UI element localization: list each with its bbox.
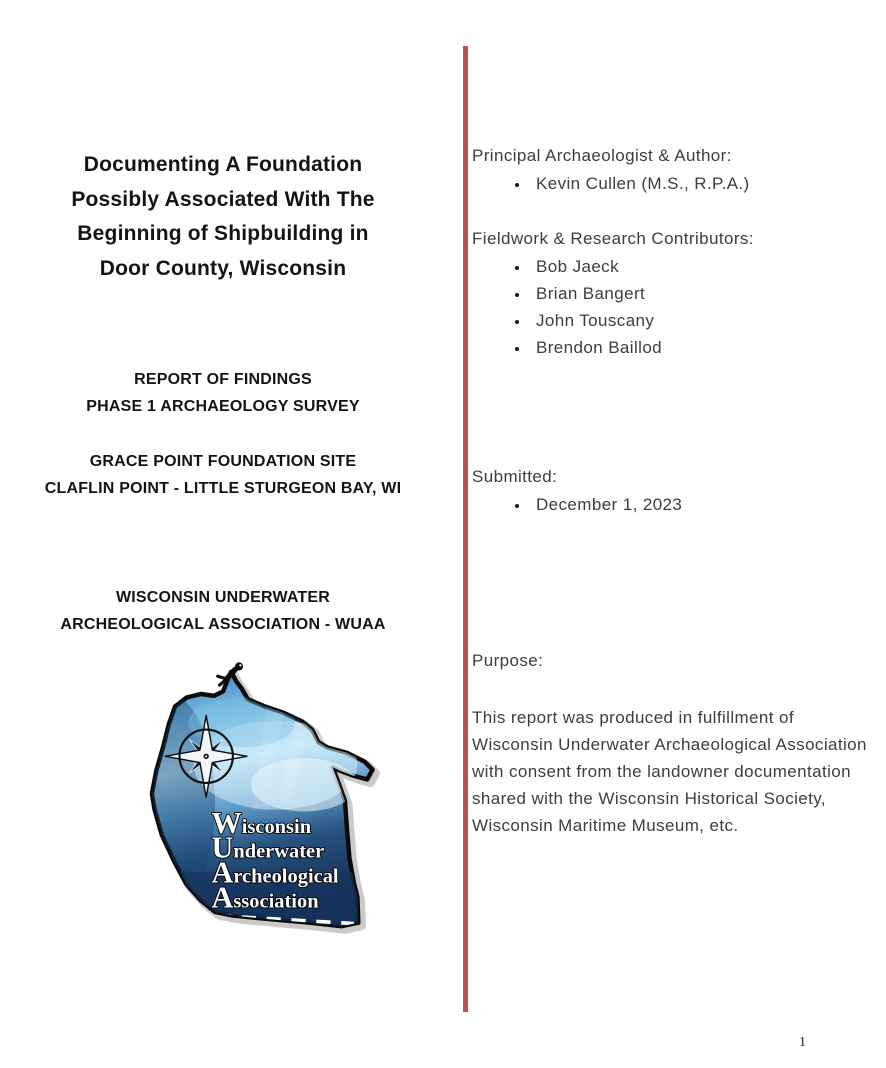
report-title-line: Possibly Associated With The [71,187,375,211]
list-item: • Brendon Baillod [530,334,886,361]
author-heading: Principal Archaeologist & Author: [472,146,732,165]
logo-text-line: Association [211,880,319,915]
list-item: • December 1, 2023 [530,491,886,518]
title-column [20,0,426,1068]
report-title [20,148,426,286]
org-name-line: WISCONSIN UNDERWATER [115,589,331,606]
list-item: • Brian Bangert [530,280,886,307]
site-location-line: CLAFLIN POINT - LITTLE STURGEON BAY, WI [44,480,402,497]
page-number: 1 [799,1035,806,1050]
report-title-line: Beginning of Shipbuilding in [77,222,369,245]
submitted-heading: Submitted: [472,467,558,486]
logo-text-line: Underwater [211,830,325,865]
site-name-line: GRACE POINT FOUNDATION SITE [89,453,357,470]
submitted-list [472,491,886,518]
contributors-heading: Fieldwork & Research Contributors: [472,229,754,248]
report-title-line: Door County, Wisconsin [99,256,347,280]
contributors-list [472,253,886,361]
list-item: • John Touscany [530,307,886,334]
purpose-paragraph: This report was produced in fulfillment of Wisconsin Underwater Archaeological Association with consent from the landowner documentation shared with the Wisconsin Historical Society, Wisconsin Maritime Museum, etc. [472,708,867,835]
wuaa-logo [135,660,393,954]
site-identification [20,448,426,502]
org-name-line: ARCHEOLOGICAL ASSOCIATION - WUAA [60,616,386,633]
report-title-line: Documenting A Foundation [83,153,363,176]
report-findings-line: REPORT OF FINDINGS [134,371,312,388]
organization-name [20,584,426,638]
vertical-divider [463,46,468,1012]
logo-text-line: Wisconsin [211,805,312,840]
purpose-heading: Purpose: [472,651,544,670]
survey-phase-line: PHASE 1 ARCHAEOLOGY SURVEY [86,398,360,415]
author-list [472,170,886,197]
report-type [20,366,426,420]
credits-column [472,0,872,1068]
logo-text-line: Archeological [211,855,339,890]
list-item: • Kevin Cullen (M.S., R.P.A.) [530,170,886,197]
list-item: • Bob Jaeck [530,253,886,280]
